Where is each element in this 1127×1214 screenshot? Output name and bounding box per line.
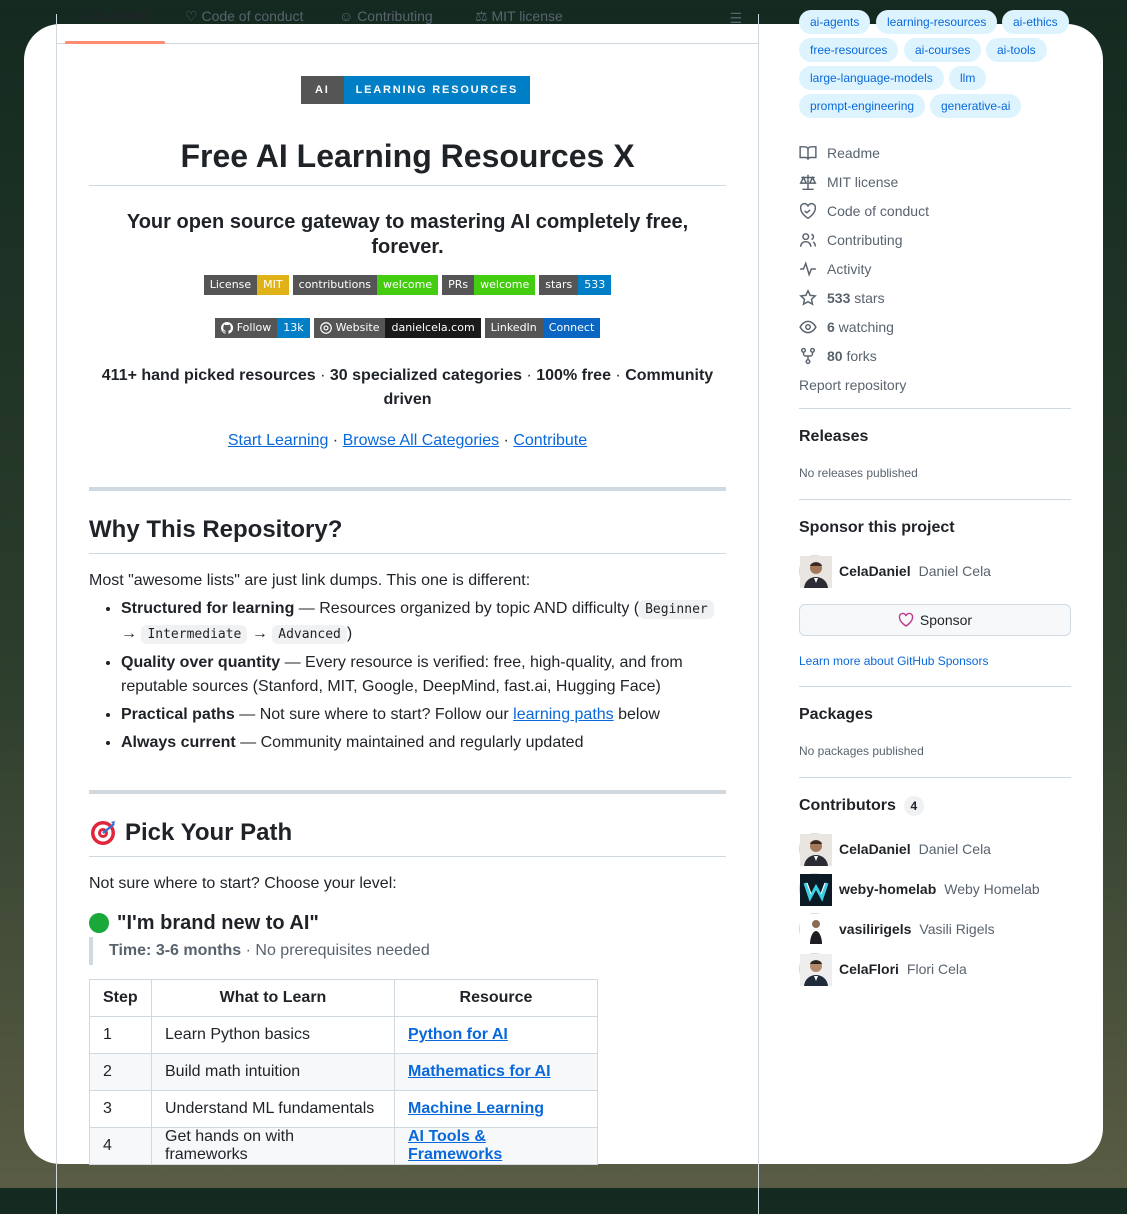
book-icon: ☷ bbox=[73, 8, 86, 24]
path-heading-underline bbox=[89, 856, 726, 857]
features-list bbox=[89, 597, 726, 759]
chrome-icon bbox=[320, 322, 332, 334]
tagline: Your open source gateway to mastering AI completely free, forever. bbox=[126, 211, 689, 258]
active-tab-underline bbox=[65, 41, 165, 44]
topic-tag[interactable]: learning-resources bbox=[876, 10, 997, 34]
prs-badge[interactable] bbox=[442, 275, 535, 295]
activity-link[interactable] bbox=[799, 254, 929, 283]
tab-license-label: MIT license bbox=[491, 8, 563, 24]
tab-readme[interactable] bbox=[73, 8, 150, 25]
scale-icon: ⚖ bbox=[475, 8, 488, 24]
path-intro: Not sure where to start? Choose your level: bbox=[89, 875, 397, 892]
avatar bbox=[799, 953, 831, 985]
feature-title: Always current bbox=[121, 734, 236, 751]
sidebar-divider bbox=[799, 499, 1071, 500]
contributor-item[interactable] bbox=[799, 833, 991, 865]
linkedin-badge[interactable] bbox=[485, 318, 601, 338]
license-link[interactable] bbox=[799, 167, 929, 196]
what-cell: Get hands on with frameworks bbox=[152, 1128, 395, 1165]
browse-categories-link[interactable]: Browse All Categories bbox=[342, 432, 500, 449]
contributing-link[interactable] bbox=[799, 225, 929, 254]
hero-badge bbox=[301, 76, 530, 104]
stars-count: 533 bbox=[827, 289, 851, 306]
feature-text: — Every resource is verified: free, high-quality, and from reputable sources (Stanford, MIT, Google, DeepMind, fast.ai, Hugging Face) bbox=[121, 654, 683, 695]
watching-link[interactable] bbox=[799, 312, 929, 341]
badge-label: Website bbox=[335, 321, 380, 334]
stars-link[interactable] bbox=[799, 283, 929, 312]
column-header-step: Step bbox=[90, 980, 152, 1017]
level-heading: "I'm brand new to AI" bbox=[117, 912, 319, 934]
badge-value: 13k bbox=[277, 318, 309, 338]
step-cell: 2 bbox=[90, 1054, 152, 1091]
user-name: Daniel Cela bbox=[918, 841, 991, 857]
table-row bbox=[90, 1017, 598, 1054]
forks-link[interactable] bbox=[799, 341, 929, 370]
code-of-conduct-link[interactable] bbox=[799, 196, 929, 225]
list-item bbox=[121, 597, 726, 647]
arrow: → bbox=[121, 625, 142, 642]
readme-label: Readme bbox=[827, 144, 880, 161]
resource-link[interactable]: AI Tools & Frameworks bbox=[408, 1128, 503, 1163]
hero-badge-right: LEARNING RESOURCES bbox=[344, 76, 531, 104]
outline-list-icon[interactable]: ☰ bbox=[729, 10, 742, 26]
user-login: CelaFlori bbox=[839, 961, 899, 977]
badges-row-1 bbox=[89, 275, 726, 295]
watching-label: watching bbox=[834, 318, 894, 335]
user-name: Vasili Rigels bbox=[919, 921, 995, 937]
feature-text: — Not sure where to start? Follow our bbox=[234, 706, 514, 723]
forks-label: forks bbox=[842, 347, 877, 364]
readme-link[interactable] bbox=[799, 138, 929, 167]
github-icon bbox=[221, 322, 233, 334]
user-name: Flori Cela bbox=[906, 961, 967, 977]
heart-handshake-icon bbox=[799, 202, 817, 220]
user-login: vasilirigels bbox=[839, 921, 912, 937]
report-repository-link[interactable] bbox=[799, 370, 929, 399]
pulse-icon bbox=[799, 260, 817, 278]
step-cell: 1 bbox=[90, 1017, 152, 1054]
beginner-path-table bbox=[89, 979, 598, 1165]
packages-heading[interactable]: Packages bbox=[799, 706, 873, 723]
sidebar-divider bbox=[799, 408, 1071, 409]
contributors-heading: Contributors bbox=[799, 797, 896, 814]
stat-separator: · bbox=[615, 367, 621, 384]
website-badge[interactable] bbox=[314, 318, 481, 338]
feature-text: ) bbox=[346, 625, 353, 642]
target-icon bbox=[89, 819, 117, 847]
table-header-row bbox=[90, 980, 598, 1017]
releases-note: No releases published bbox=[799, 466, 918, 480]
code-of-conduct-label: Code of conduct bbox=[827, 202, 929, 219]
avatar bbox=[799, 555, 831, 587]
fork-icon bbox=[799, 347, 817, 365]
user-login: CelaDaniel bbox=[839, 841, 911, 857]
column-header-what: What to Learn bbox=[152, 980, 395, 1017]
topic-tag[interactable]: ai-tools bbox=[986, 38, 1047, 62]
feature-text: — Community maintained and regularly updated bbox=[235, 734, 584, 751]
contributor-item[interactable] bbox=[799, 873, 1040, 905]
sidebar-divider bbox=[799, 686, 1071, 687]
hero-badge-left: AI bbox=[301, 76, 344, 104]
topic-tag[interactable]: ai-ethics bbox=[1002, 10, 1069, 34]
feature-title: Practical paths bbox=[121, 706, 235, 723]
heart-icon bbox=[898, 612, 914, 628]
people-icon: ☺ bbox=[339, 8, 354, 24]
title-divider bbox=[89, 185, 726, 186]
tab-code-of-conduct[interactable] bbox=[185, 8, 303, 25]
user-login: CelaDaniel bbox=[839, 563, 911, 579]
tab-contributing-label: Contributing bbox=[357, 8, 433, 24]
watching-count: 6 bbox=[827, 318, 835, 335]
list-item bbox=[121, 651, 726, 699]
eye-icon bbox=[799, 318, 817, 336]
arrow: → bbox=[247, 625, 273, 642]
badge-value: MIT bbox=[257, 275, 288, 295]
contribute-link[interactable]: Contribute bbox=[513, 432, 588, 449]
section-divider bbox=[89, 487, 726, 491]
sponsor-heading: Sponsor this project bbox=[799, 519, 955, 536]
link-separator: · bbox=[503, 432, 509, 449]
badge-label: License bbox=[204, 275, 257, 295]
sponsor-button[interactable] bbox=[799, 604, 1071, 636]
contributors-heading-row[interactable] bbox=[799, 796, 924, 816]
activity-label: Activity bbox=[827, 260, 872, 277]
list-item bbox=[121, 731, 726, 755]
resource-cell bbox=[395, 1017, 598, 1054]
resource-link[interactable]: Machine Learning bbox=[408, 1100, 545, 1117]
heart-icon: ♡ bbox=[185, 8, 198, 24]
table-row bbox=[90, 1128, 598, 1165]
topic-tag[interactable]: ai-courses bbox=[904, 38, 981, 62]
learning-paths-link[interactable]: learning paths bbox=[513, 706, 614, 723]
code-beginner: Beginner bbox=[639, 600, 714, 619]
topic-tag[interactable]: large-language-models bbox=[799, 66, 944, 90]
learn-more-sponsors-link[interactable]: Learn more about GitHub Sponsors bbox=[799, 654, 989, 668]
follow-badge[interactable] bbox=[215, 318, 310, 338]
topic-tag[interactable]: llm bbox=[949, 66, 986, 90]
what-cell: Learn Python basics bbox=[152, 1017, 395, 1054]
people-icon bbox=[799, 231, 817, 249]
releases-heading[interactable]: Releases bbox=[799, 428, 869, 445]
column-header-resource: Resource bbox=[395, 980, 598, 1017]
topic-tag[interactable]: prompt-engineering bbox=[799, 94, 925, 118]
badge-label: LinkedIn bbox=[485, 318, 543, 338]
avatar bbox=[799, 873, 831, 905]
avatar bbox=[799, 913, 831, 945]
sidebar-divider bbox=[799, 777, 1071, 778]
tab-readme-label: README bbox=[89, 8, 151, 24]
tab-contributing[interactable] bbox=[339, 8, 433, 24]
license-badge[interactable] bbox=[204, 275, 289, 295]
resource-link[interactable]: Python for AI bbox=[408, 1026, 508, 1043]
badge-value: 533 bbox=[578, 275, 611, 295]
why-heading: Why This Repository? bbox=[89, 516, 343, 543]
step-cell: 4 bbox=[90, 1128, 152, 1165]
green-circle-icon bbox=[89, 913, 109, 933]
topic-tag[interactable]: ai-agents bbox=[799, 10, 870, 34]
forks-count: 80 bbox=[827, 347, 843, 364]
badge-label: Follow bbox=[236, 321, 272, 334]
stars-label: stars bbox=[850, 289, 885, 306]
code-intermediate: Intermediate bbox=[141, 625, 247, 644]
time-note: · No prerequisites needed bbox=[241, 942, 430, 959]
what-cell: Build math intuition bbox=[152, 1054, 395, 1091]
resource-cell bbox=[395, 1128, 598, 1165]
feature-title: Structured for learning bbox=[121, 600, 295, 617]
user-name: Daniel Cela bbox=[918, 563, 991, 579]
quick-links bbox=[89, 429, 726, 453]
list-item bbox=[121, 703, 726, 727]
avatar bbox=[799, 833, 831, 865]
feature-text: — Resources organized by topic AND difficulty ( bbox=[294, 600, 640, 617]
resource-link[interactable]: Mathematics for AI bbox=[408, 1063, 551, 1080]
resource-cell bbox=[395, 1091, 598, 1128]
stat-free: 100% free bbox=[536, 367, 611, 384]
page-title: Free AI Learning Resources X bbox=[180, 138, 635, 174]
badge-label: PRs bbox=[442, 275, 474, 295]
book-icon bbox=[799, 144, 817, 162]
table-row bbox=[90, 1091, 598, 1128]
stars-badge[interactable] bbox=[539, 275, 611, 295]
time-quote bbox=[89, 937, 430, 965]
contributor-item[interactable] bbox=[799, 953, 967, 985]
user-login: weby-homelab bbox=[839, 881, 937, 897]
star-icon bbox=[799, 289, 817, 307]
start-learning-link[interactable]: Start Learning bbox=[227, 432, 329, 449]
badge-value: danielcela.com bbox=[385, 318, 480, 338]
feature-text: below bbox=[613, 706, 660, 723]
level-heading-row bbox=[89, 910, 319, 936]
tab-code-of-conduct-label: Code of conduct bbox=[201, 8, 304, 24]
contributors-count: 4 bbox=[904, 796, 924, 816]
stat-community: Community driven bbox=[383, 367, 714, 408]
report-label: Report repository bbox=[799, 376, 907, 393]
readme-tabs bbox=[57, 8, 758, 44]
topic-tag[interactable]: generative-ai bbox=[930, 94, 1021, 118]
what-cell: Understand ML fundamentals bbox=[152, 1091, 395, 1128]
link-separator: · bbox=[332, 432, 339, 449]
stats-line bbox=[89, 364, 726, 412]
stat-separator: · bbox=[320, 367, 326, 384]
badge-label: contributions bbox=[293, 275, 377, 295]
badge-value: Connect bbox=[543, 318, 600, 338]
resource-cell bbox=[395, 1054, 598, 1091]
table-row bbox=[90, 1054, 598, 1091]
contributing-label: Contributing bbox=[827, 231, 903, 248]
readme-pane bbox=[56, 8, 759, 1214]
badges-row-2 bbox=[89, 318, 726, 338]
browser-window bbox=[24, 8, 1103, 1164]
sponsor-button-label: Sponsor bbox=[919, 612, 973, 628]
section-divider bbox=[89, 790, 726, 794]
contributor-item[interactable] bbox=[799, 913, 995, 945]
stat-categories: 30 specialized categories bbox=[329, 367, 523, 384]
badge-value: welcome bbox=[377, 275, 438, 295]
packages-note: No packages published bbox=[799, 744, 924, 758]
feature-title: Quality over quantity bbox=[121, 654, 281, 671]
contributions-badge[interactable] bbox=[293, 275, 439, 295]
scale-icon bbox=[799, 173, 817, 191]
repo-meta-list bbox=[799, 138, 929, 399]
time-label: Time: 3-6 months bbox=[109, 942, 242, 959]
path-heading: Pick Your Path bbox=[125, 819, 293, 846]
why-intro: Most "awesome lists" are just link dumps. This one is different: bbox=[89, 572, 531, 589]
sponsor-user[interactable] bbox=[799, 555, 991, 587]
user-name: Weby Homelab bbox=[944, 881, 1040, 897]
why-heading-underline bbox=[89, 553, 726, 554]
step-cell: 3 bbox=[90, 1091, 152, 1128]
badge-value: welcome bbox=[474, 275, 535, 295]
topic-tag[interactable]: free-resources bbox=[799, 38, 898, 62]
stat-resources: 411+ hand picked resources bbox=[101, 367, 316, 384]
license-label: MIT license bbox=[827, 173, 899, 190]
badge-label: stars bbox=[539, 275, 578, 295]
stat-separator: · bbox=[526, 367, 532, 384]
code-advanced: Advanced bbox=[272, 625, 347, 644]
path-heading-row bbox=[89, 818, 292, 848]
tab-license[interactable] bbox=[475, 8, 563, 25]
